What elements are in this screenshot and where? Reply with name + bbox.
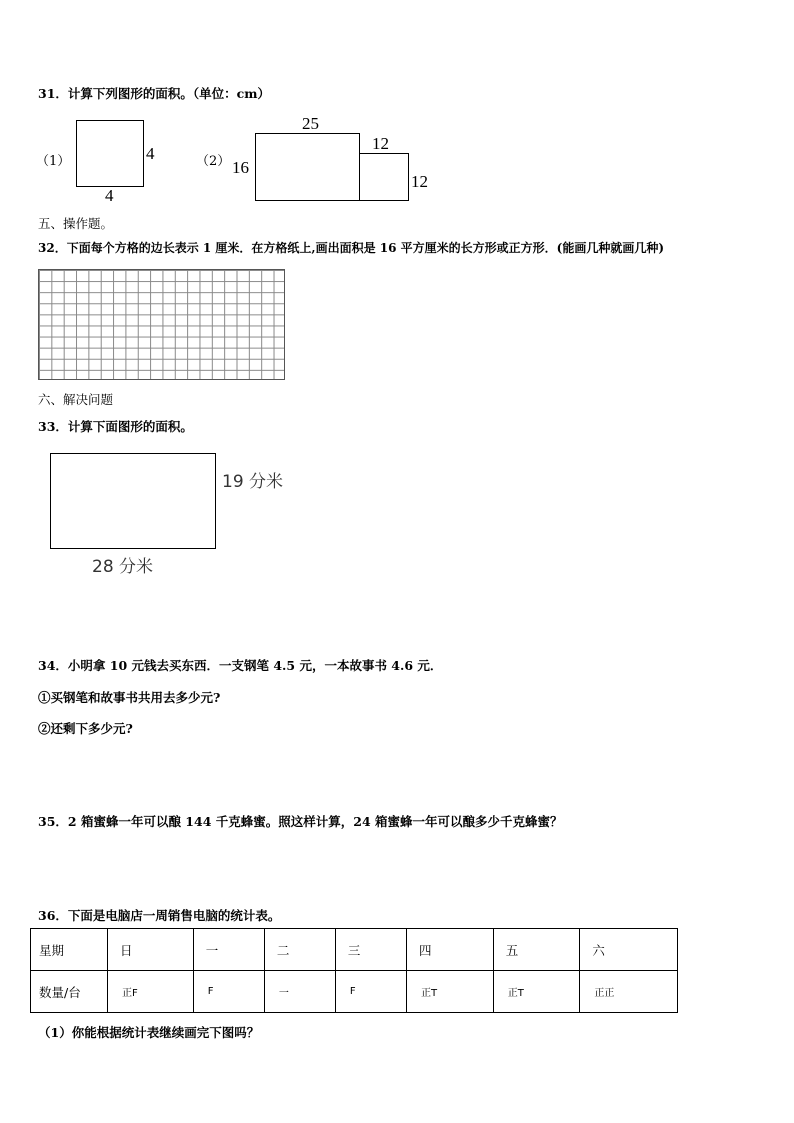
tally-cell: 正F (108, 971, 194, 1013)
q31-fig1-label: （1） (36, 154, 71, 169)
q31-fig2-right-small: 12 (411, 172, 428, 191)
table-cell: 二 (264, 929, 335, 971)
q36-sub1: （1）你能根据统计表继续画完下图吗？ (38, 1025, 260, 1040)
section-6-heading: 六、解决问题 (38, 392, 114, 407)
q36-title: 36．下面是电脑店一周销售电脑的统计表。 (38, 908, 281, 923)
table-cell: 四 (407, 929, 494, 971)
square-grid-paper[interactable] (38, 269, 285, 380)
q31-fig2-top-small: 12 (372, 134, 389, 153)
q33-title: 33．计算下面图形的面积。 (38, 419, 193, 434)
section-5-heading: 五、操作题。 (38, 216, 114, 231)
q31-fig2-label: （2） (196, 154, 231, 169)
q33-rectangle (50, 453, 216, 549)
q31-fig1-square (76, 120, 144, 187)
q34-sub2: ②还剩下多少元? (38, 721, 133, 736)
table-row-quantity (31, 971, 678, 1013)
q31-fig2-left: 16 (232, 158, 249, 177)
table-cell: 数量/台 (31, 971, 108, 1013)
q33-width-label: 28 分米 (92, 557, 154, 577)
table-cell: 日 (108, 929, 194, 971)
q31-fig2-top-big: 25 (302, 114, 319, 133)
q32-title: 32．下面每个方格的边长表示 1 厘米．在方格纸上,画出面积是 16 平方厘米的长方形或正方形．(能画几种就画几种) (38, 241, 664, 255)
q31-fig2-small-rect (359, 153, 409, 201)
table-cell: 一 (193, 929, 264, 971)
tally-cell: 正正 (580, 971, 678, 1013)
table-cell: 三 (335, 929, 406, 971)
table-cell: 五 (493, 929, 580, 971)
table-row-weekday (31, 929, 678, 971)
tally-cell: 正T (407, 971, 494, 1013)
q31-title: 31．计算下列图形的面积。（单位：cm） (38, 86, 270, 101)
table-cell: 星期 (31, 929, 108, 971)
q33-height-label: 19 分米 (222, 472, 284, 492)
tally-cell: F (335, 971, 406, 1013)
tally-cell: 正T (493, 971, 580, 1013)
q34-sub1: ①买钢笔和故事书共用去多少元? (38, 690, 221, 705)
q35-title: 35．2 箱蜜蜂一年可以酿 144 千克蜂蜜。照这样计算，24 箱蜜蜂一年可以酿多少千克蜂蜜？ (38, 814, 563, 829)
tally-cell: F (193, 971, 264, 1013)
tally-cell: 一 (264, 971, 335, 1013)
sales-stat-table (30, 928, 678, 1013)
q31-fig1-side-right: 4 (146, 144, 155, 163)
q31-fig1-side-bottom: 4 (105, 186, 114, 205)
q31-fig2-big-rect (255, 133, 360, 201)
table-cell: 六 (580, 929, 678, 971)
q34-title: 34．小明拿 10 元钱去买东西．一支钢笔 4.5 元，一本故事书 4.6 元． (38, 658, 443, 673)
